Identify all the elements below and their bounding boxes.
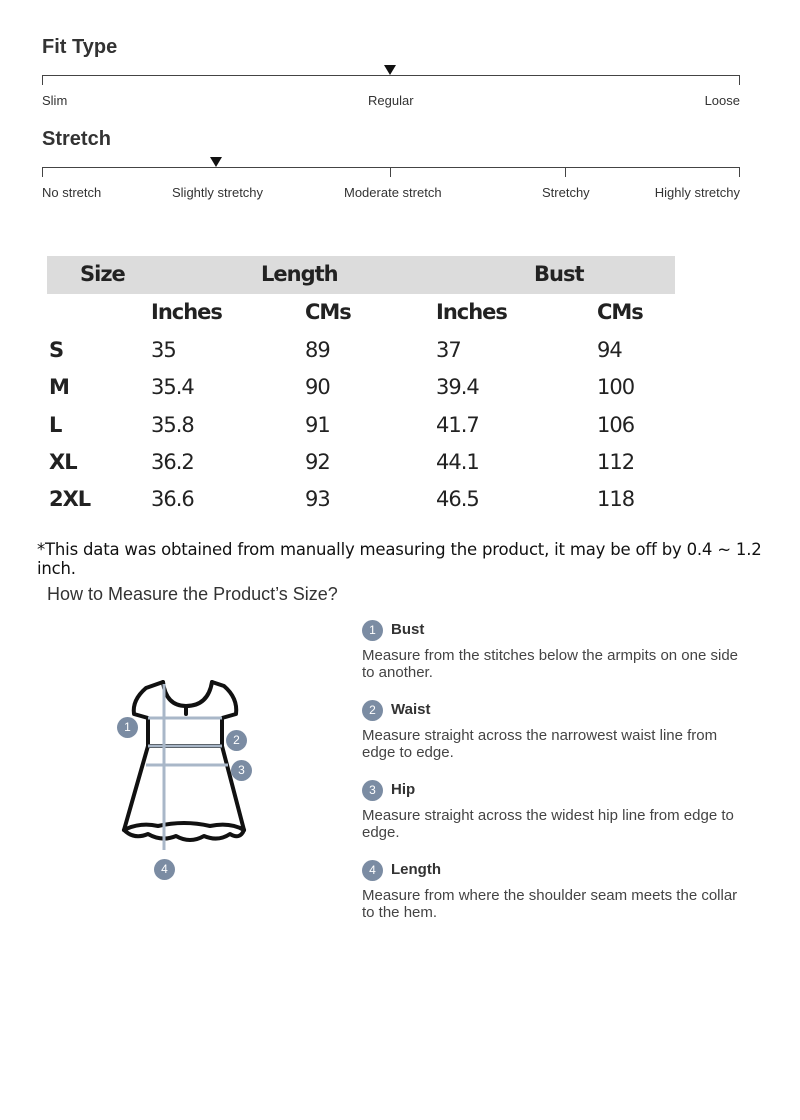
subheader-length-cms: CMs bbox=[305, 300, 351, 324]
scale-line bbox=[42, 75, 740, 76]
subheader-bust-cms: CMs bbox=[597, 300, 643, 324]
badge-number: 4 bbox=[362, 860, 383, 881]
subheader-bust-inches: Inches bbox=[436, 300, 507, 324]
scale-line bbox=[42, 167, 740, 168]
measure-desc: Measure straight across the widest hip line from edge to edge. bbox=[362, 807, 734, 841]
cell-length-cms: 90 bbox=[305, 375, 330, 399]
cell-bust-cms: 94 bbox=[597, 338, 622, 362]
measurement-note: *This data was obtained from manually measuring the product, it may be off by 0.4 ~ 1.2 inch. bbox=[37, 540, 762, 578]
cell-length-cms: 89 bbox=[305, 338, 330, 362]
fit-label-slim: Slim bbox=[42, 93, 68, 108]
cell-bust-inches: 41.7 bbox=[436, 413, 479, 437]
measure-desc: Measure straight across the narrowest waist line from edge to edge. bbox=[362, 727, 718, 761]
diagram-marker-bust: 1 bbox=[117, 717, 138, 738]
stretch-label-stretchy: Stretchy bbox=[542, 185, 590, 200]
scale-tick bbox=[565, 167, 566, 177]
cell-bust-cms: 112 bbox=[597, 450, 635, 474]
header-length: Length bbox=[261, 262, 338, 286]
cell-length-inches: 35.4 bbox=[151, 375, 194, 399]
badge-number: 3 bbox=[362, 780, 383, 801]
cell-length-inches: 36.6 bbox=[151, 487, 194, 511]
scale-tick bbox=[42, 167, 43, 177]
row-size: M bbox=[49, 375, 69, 399]
scale-tick bbox=[739, 167, 740, 177]
measure-title: Hip bbox=[391, 781, 416, 798]
row-size: 2XL bbox=[49, 487, 91, 511]
how-to-title: How to Measure the Product’s Size? bbox=[47, 584, 338, 604]
diagram-marker-hip: 3 bbox=[231, 760, 252, 781]
dress-diagram bbox=[110, 670, 270, 885]
scale-tick bbox=[739, 75, 740, 85]
stretch-marker-icon bbox=[210, 157, 222, 167]
measure-title: Waist bbox=[391, 701, 431, 718]
cell-bust-cms: 118 bbox=[597, 487, 635, 511]
header-size: Size bbox=[80, 262, 125, 286]
stretch-title: Stretch bbox=[42, 128, 111, 150]
measure-title: Length bbox=[391, 861, 441, 878]
fit-type-marker-icon bbox=[384, 65, 396, 75]
cell-bust-inches: 46.5 bbox=[436, 487, 479, 511]
stretch-scale bbox=[42, 157, 740, 200]
stretch-label-highly: Highly stretchy bbox=[654, 185, 740, 200]
cell-length-cms: 93 bbox=[305, 487, 330, 511]
fit-type-title: Fit Type bbox=[42, 36, 118, 58]
cell-bust-inches: 37 bbox=[436, 338, 461, 362]
fit-label-regular: Regular bbox=[368, 93, 414, 108]
fit-label-loose: Loose bbox=[704, 93, 740, 108]
measure-title: Bust bbox=[391, 621, 425, 638]
cell-length-cms: 92 bbox=[305, 450, 330, 474]
diagram-marker-length: 4 bbox=[154, 859, 175, 880]
stretch-label-slightly: Slightly stretchy bbox=[172, 185, 264, 200]
row-size: S bbox=[49, 338, 64, 362]
cell-length-cms: 91 bbox=[305, 413, 330, 437]
diagram-marker-waist: 2 bbox=[226, 730, 247, 751]
scale-tick bbox=[42, 75, 43, 85]
cell-bust-cms: 100 bbox=[597, 375, 635, 399]
cell-length-inches: 36.2 bbox=[151, 450, 194, 474]
cell-length-inches: 35.8 bbox=[151, 413, 194, 437]
fit-type-scale bbox=[42, 65, 740, 108]
cell-bust-inches: 39.4 bbox=[436, 375, 479, 399]
measure-desc: Measure from where the shoulder seam meets the collar to the hem. bbox=[362, 887, 738, 921]
badge-number: 2 bbox=[362, 700, 383, 721]
row-size: XL bbox=[49, 450, 77, 474]
stretch-label-none: No stretch bbox=[42, 185, 102, 200]
measure-desc: Measure from the stitches below the armpits on one side to another. bbox=[362, 647, 739, 681]
scale-tick bbox=[390, 167, 391, 177]
cell-bust-cms: 106 bbox=[597, 413, 635, 437]
subheader-length-inches: Inches bbox=[151, 300, 222, 324]
cell-bust-inches: 44.1 bbox=[436, 450, 479, 474]
badge-number: 1 bbox=[362, 620, 383, 641]
stretch-label-moderate: Moderate stretch bbox=[344, 185, 442, 200]
cell-length-inches: 35 bbox=[151, 338, 176, 362]
row-size: L bbox=[49, 413, 62, 437]
header-bust: Bust bbox=[534, 262, 584, 286]
